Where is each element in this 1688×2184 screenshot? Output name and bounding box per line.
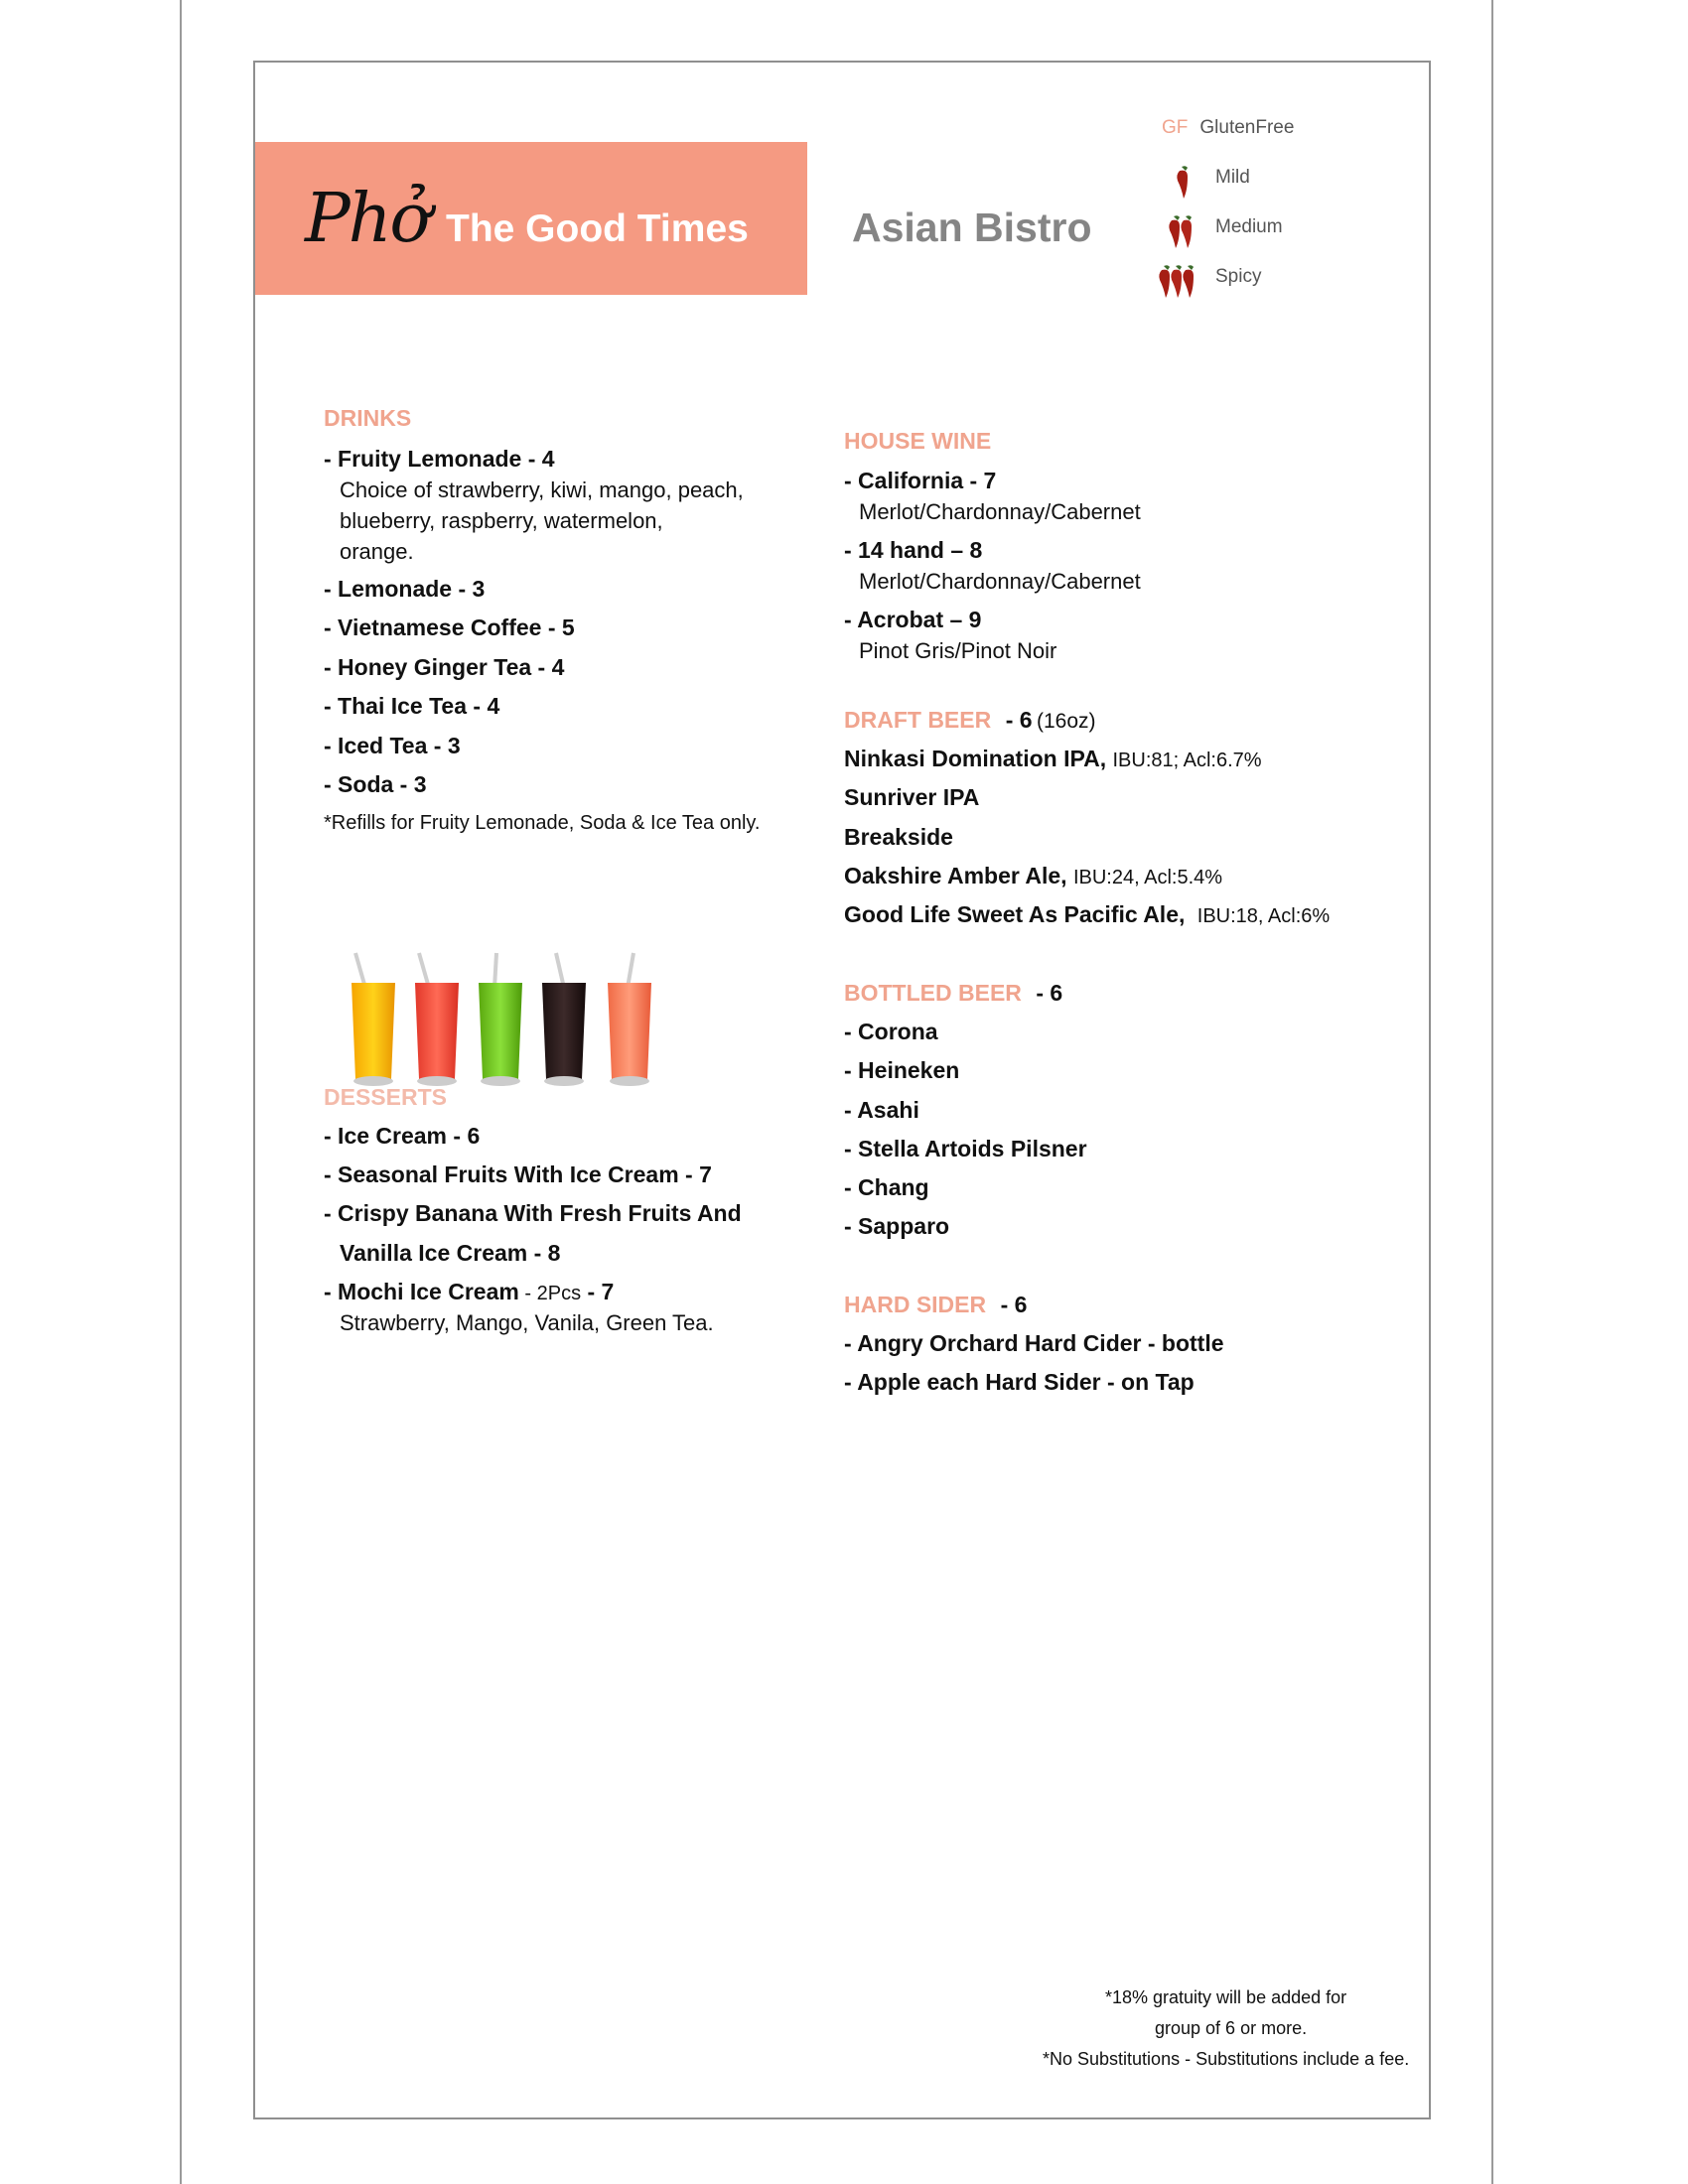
menu-item: - Fruity Lemonade - 4 — [324, 446, 555, 472]
menu-item: - Acrobat – 9 — [844, 607, 982, 632]
hard-sider-heading: HARD SIDER — [844, 1292, 987, 1317]
beer-stats: IBU:18, Acl:6% — [1196, 905, 1331, 927]
draft-beer-price: - 6 — [1005, 707, 1033, 733]
menu-item — [844, 863, 1222, 889]
legend-gf-label: GlutenFree — [1199, 117, 1295, 138]
item-description: Strawberry, Mango, Vanila, Green Tea. — [340, 1310, 714, 1335]
legend-spicy-label: Spicy — [1215, 266, 1262, 287]
gratuity-note: *18% gratuity will be added for — [1105, 1987, 1347, 2007]
menu-item: Vanilla Ice Cream - 8 — [340, 1240, 561, 1266]
menu-item: - Angry Orchard Hard Cider - bottle — [844, 1330, 1224, 1356]
menu-item: - Crispy Banana With Fresh Fruits And — [324, 1200, 742, 1226]
mochi-price: - 7 — [581, 1279, 615, 1304]
page-edge-left — [180, 0, 182, 2184]
menu-item: - Vietnamese Coffee - 5 — [324, 614, 575, 640]
draft-beer-size: (16oz) — [1036, 710, 1096, 733]
menu-item: - 14 hand – 8 — [844, 537, 983, 563]
menu-item: - Lemonade - 3 — [324, 576, 486, 602]
draft-beer-heading: DRAFT BEER — [844, 707, 992, 733]
brand-subtitle: Asian Bistro — [852, 205, 1092, 250]
item-description: Merlot/Chardonnay/Cabernet — [859, 569, 1141, 594]
gluten-free-icon: GF — [1162, 117, 1189, 138]
refill-note: *Refills for Fruity Lemonade, Soda & Ice Tea only. — [324, 812, 761, 834]
bottled-beer-heading-row — [844, 980, 1062, 1007]
menu-item: - Soda - 3 — [324, 771, 427, 797]
mild-pepper-icon — [1162, 163, 1211, 203]
menu-item: - California - 7 — [844, 468, 997, 493]
item-description: blueberry, raspberry, watermelon, — [340, 508, 663, 533]
menu-item: - Ice Cream - 6 — [324, 1123, 481, 1149]
hard-sider-heading-row — [844, 1292, 1027, 1318]
medium-pepper-icon — [1162, 212, 1211, 252]
beer-name: Good Life Sweet As Pacific Ale, — [844, 901, 1186, 927]
menu-item: - Apple each Hard Sider - on Tap — [844, 1369, 1195, 1395]
menu-item: - Stella Artoids Pilsner — [844, 1136, 1087, 1161]
menu-item: - Seasonal Fruits With Ice Cream - 7 — [324, 1161, 712, 1187]
menu-item: - Thai Ice Tea - 4 — [324, 693, 500, 719]
drinks-section — [324, 405, 411, 432]
beer-name: Ninkasi Domination IPA, — [844, 746, 1107, 771]
brand-name: The Good Times — [446, 207, 749, 250]
menu-item — [844, 901, 1330, 928]
bottled-beer-heading: BOTTLED BEER — [844, 980, 1022, 1006]
mochi-name: - Mochi Ice Cream — [324, 1279, 519, 1304]
desserts-heading: DESSERTS — [324, 1084, 447, 1110]
menu-item: - Iced Tea - 3 — [324, 733, 461, 758]
drinks-heading: DRINKS — [324, 405, 412, 431]
gratuity-note-cont: group of 6 or more. — [1155, 2018, 1308, 2038]
spicy-pepper-icon — [1156, 262, 1205, 302]
mochi-count: - 2Pcs — [518, 1283, 582, 1304]
legend-medium-label: Medium — [1215, 216, 1283, 237]
house-wine-heading: HOUSE WINE — [844, 428, 992, 454]
draft-beer-heading-row — [844, 707, 1096, 734]
hard-sider-price: - 6 — [1000, 1292, 1028, 1317]
page-edge-right — [1491, 0, 1493, 2184]
beer-stats: IBU:24, Acl:5.4% — [1072, 867, 1223, 888]
brand-banner — [255, 142, 807, 295]
menu-item: Breakside — [844, 824, 953, 850]
item-description: Merlot/Chardonnay/Cabernet — [859, 499, 1141, 524]
item-description: Choice of strawberry, kiwi, mango, peach, — [340, 478, 744, 502]
bottled-beer-price: - 6 — [1036, 980, 1063, 1006]
item-description: orange. — [340, 539, 414, 564]
menu-item: - Asahi — [844, 1097, 919, 1123]
menu-item — [844, 746, 1262, 772]
beer-stats: IBU:81; Acl:6.7% — [1112, 750, 1262, 771]
menu-item: - Sapparo — [844, 1213, 950, 1239]
item-description: Pinot Gris/Pinot Noir — [859, 638, 1057, 663]
menu-item — [324, 1279, 614, 1305]
menu-item: - Honey Ginger Tea - 4 — [324, 654, 565, 680]
legend-mild-label: Mild — [1215, 167, 1250, 188]
menu-item: - Chang — [844, 1174, 929, 1200]
brand-script-logo: Phở — [305, 180, 429, 258]
beer-name: Oakshire Amber Ale, — [844, 863, 1067, 888]
substitution-note: *No Substitutions - Substitutions include a fee. — [1043, 2049, 1410, 2069]
drink-glasses-image — [348, 948, 685, 1092]
menu-item: - Heineken — [844, 1057, 960, 1083]
menu-item: - Corona — [844, 1019, 938, 1044]
legend-gluten-free — [1162, 117, 1294, 157]
menu-item: Sunriver IPA — [844, 784, 980, 810]
